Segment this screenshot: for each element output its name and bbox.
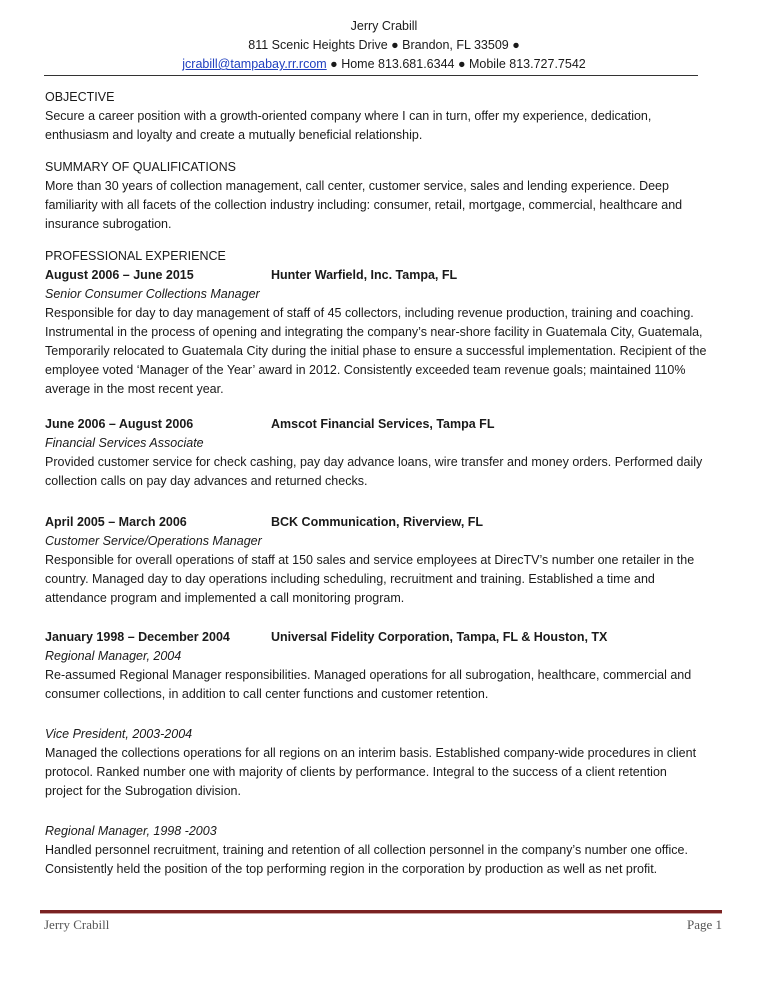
job-title: Financial Services Associate [45,436,204,450]
objective-heading: OBJECTIVE [45,90,115,104]
job-description: country. Managed day to day operations including scheduling, recruitment and training. Established a time and [45,572,655,586]
job-description: Instrumental in the process of opening and integrating the company’s near-shore facility in Guatemala City, Guatemala, [45,325,703,339]
role-title: Regional Manager, 1998 -2003 [45,824,217,838]
role-description: Consistently held the position of the top performing region in the corporation by production as well as net profit. [45,862,658,876]
role-description: protocol. Ranked number one with majority of clients by performance. Integral to the success of a client retention [45,765,667,779]
job-dates: June 2006 – August 2006 [45,417,194,431]
job-description: Responsible for overall operations of staff at 150 sales and service employees at DirecTV’s number one retailer in the [45,553,695,567]
address-line: 811 Scenic Heights Drive ● Brandon, FL 33509 ● [248,38,520,52]
role-title: Vice President, 2003-2004 [45,727,193,741]
header-divider [44,75,698,76]
job-description: average in the most recent year. [45,382,224,396]
summary-text: insurance subrogation. [45,217,172,231]
job-company: Universal Fidelity Corporation, Tampa, FL & Houston, TX [271,630,608,644]
job-description: Responsible for day to day management of staff of 45 collectors, including revenue production, training and coaching. [45,306,694,320]
email-link[interactable]: jcrabill@tampabay.rr.rcom [182,57,327,71]
summary-text: More than 30 years of collection management, call center, customer service, sales and lending experience. Deep [45,179,669,193]
experience-heading: PROFESSIONAL EXPERIENCE [45,249,226,263]
job-description: attendance program and implemented a call monitoring program. [45,591,405,605]
job-dates: January 1998 – December 2004 [45,630,230,644]
role-description: Handled personnel recruitment, training and retention of all collection personnel in the company’s number one office. [45,843,688,857]
summary-text: familiarity with all facets of the collection industry including: consumer, retail, mortgage, commercial, healthcare and [45,198,683,212]
job-title: Customer Service/Operations Manager [45,534,262,548]
job-dates: April 2005 – March 2006 [45,515,187,529]
job-description: employee voted ‘Manager of the Year’ award in 2012. Consistently exceeded team revenue goals; maintained 110% [45,363,686,377]
footer-divider [40,910,722,914]
job-description: Re-assumed Regional Manager responsibilities. Managed operations for all subrogation, healthcare, commercial and [45,668,692,682]
job-description: Provided customer service for check cashing, pay day advance loans, wire transfer and money orders. Performed daily [45,455,703,469]
job-company: Amscot Financial Services, Tampa FL [271,417,495,431]
job-title: Regional Manager, 2004 [45,649,182,663]
page-number: Page 1 [686,917,722,932]
job-company: BCK Communication, Riverview, FL [271,515,484,529]
job-description: collection calls on pay day advances and returned checks. [45,474,368,488]
job-title: Senior Consumer Collections Manager [45,287,260,301]
job-description: consumer collections, in addition to call center functions and customer retention. [45,687,489,701]
footer-name: Jerry Crabill [44,917,110,932]
contact-line [0,55,768,74]
candidate-name: Jerry Crabill [350,19,418,33]
role-description: Managed the collections operations for all regions on an interim basis. Established company-wide procedures in client [45,746,697,760]
summary-heading: SUMMARY OF QUALIFICATIONS [45,160,236,174]
objective-text: enthusiasm and loyalty and create a mutually beneficial relationship. [45,128,423,142]
job-company: Hunter Warfield, Inc. Tampa, FL [271,268,458,282]
job-description: Temporarily relocated to Guatemala City during the initial phase to ensure a successful implementation. Recipient of the [45,344,707,358]
objective-text: Secure a career position with a growth-oriented company where I can in turn, offer my experience, dedication, [45,109,652,123]
role-description: project for the Subrogation division. [45,784,241,798]
job-dates: August 2006 – June 2015 [45,268,194,282]
phone-numbers: ● Home 813.681.6344 ● Mobile 813.727.7542 [326,57,586,71]
